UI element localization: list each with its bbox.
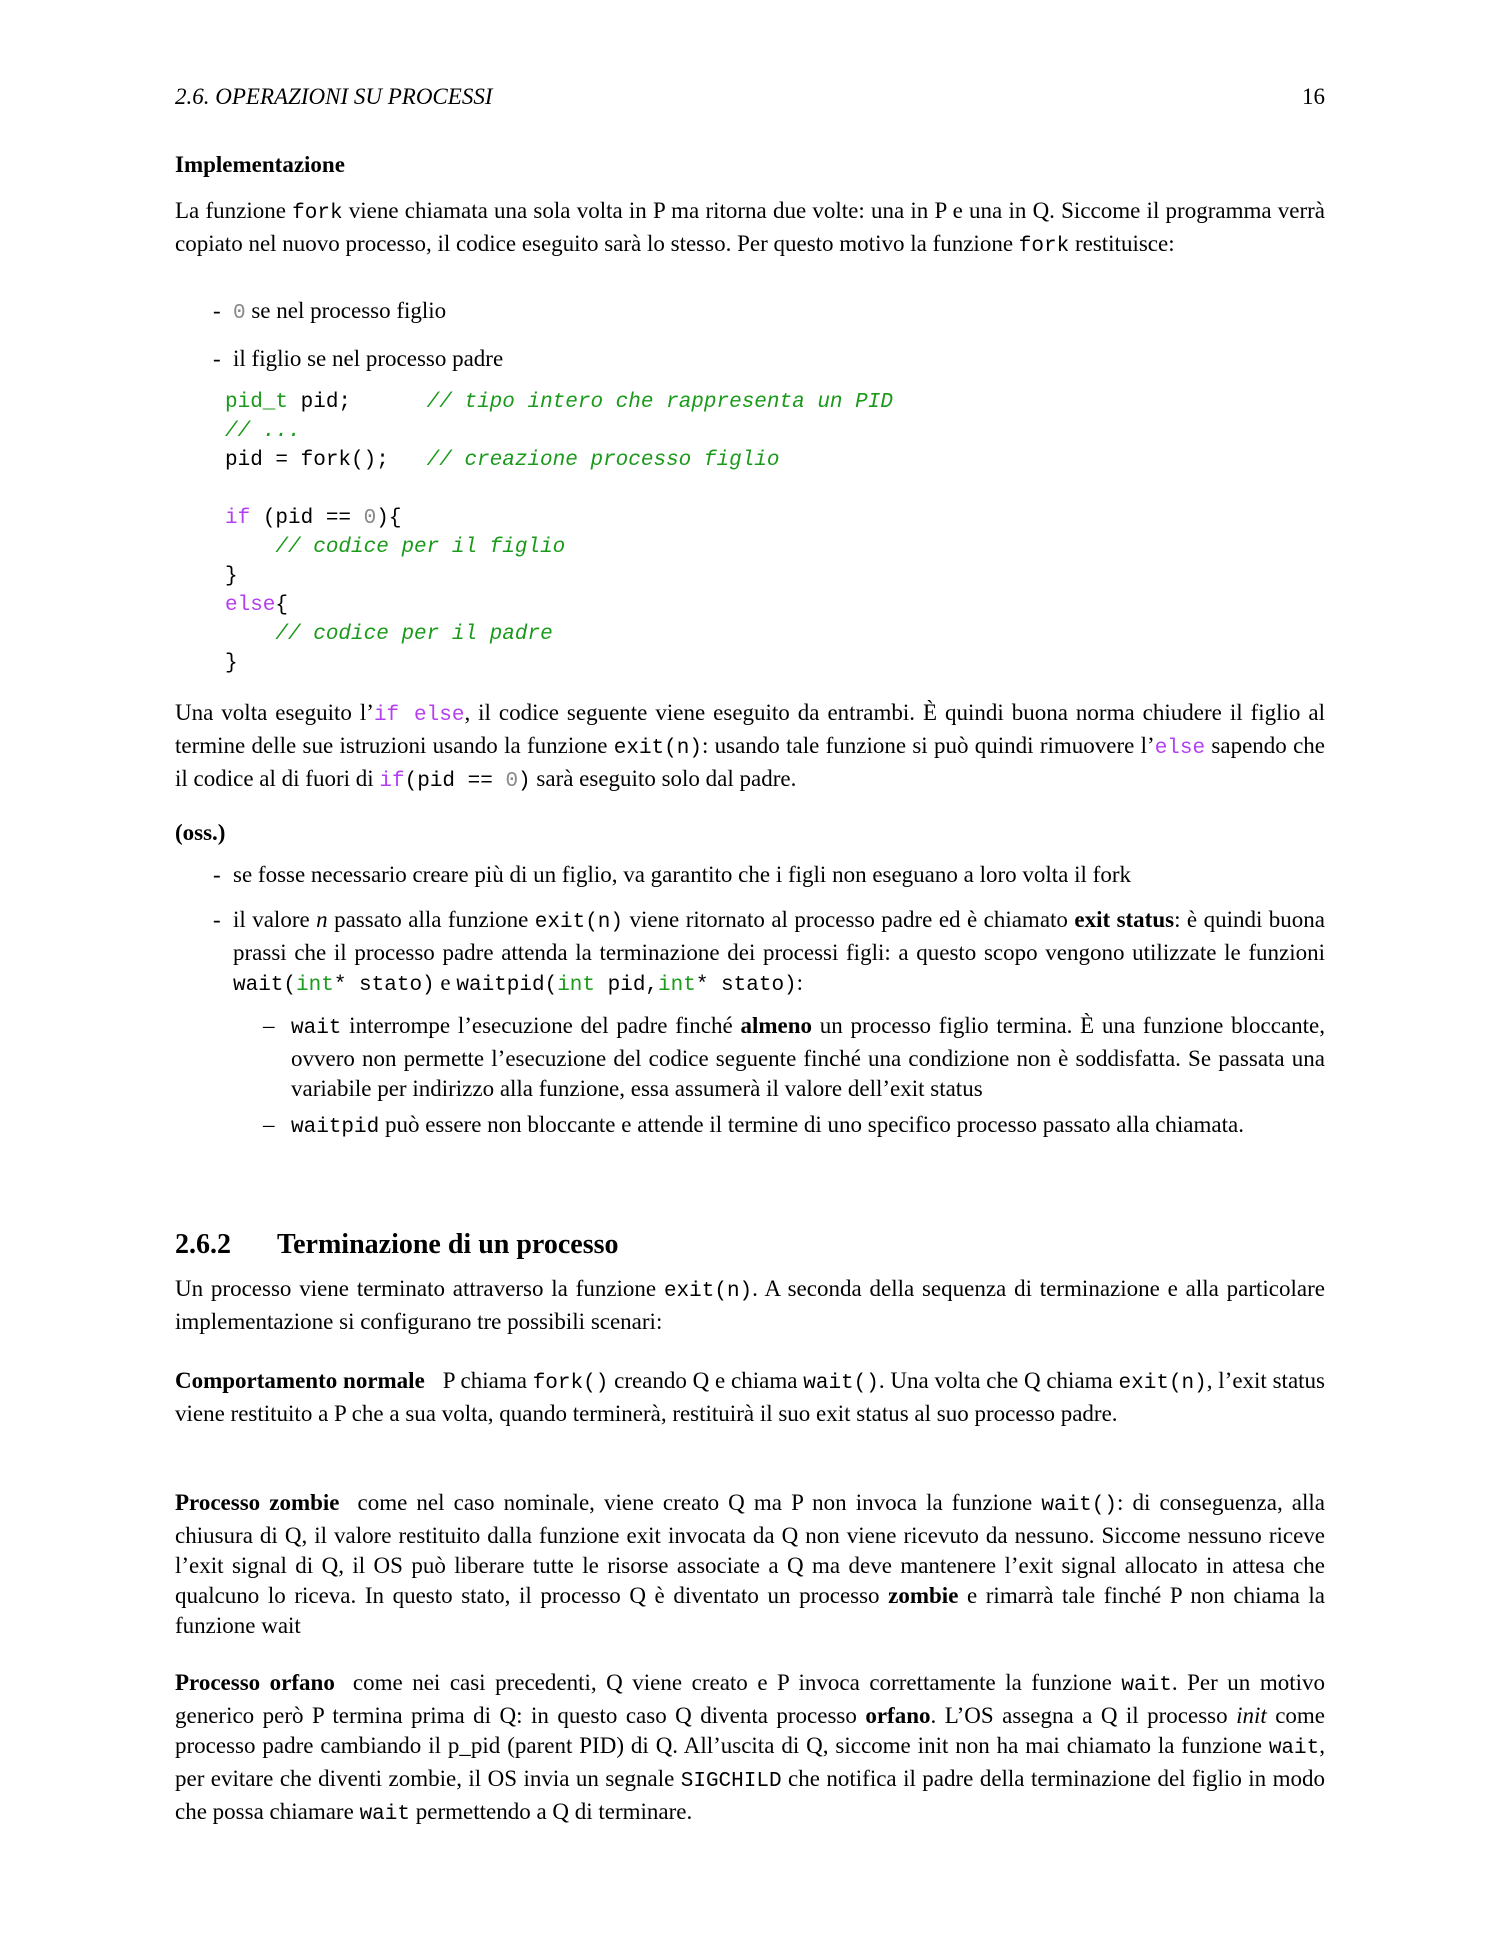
wait-functions-list (263, 1011, 1325, 1143)
list-item: - 0 se nel processo figlio (213, 296, 1325, 329)
header-section-title: 2.6. OPERAZIONI SU PROCESSI (175, 84, 493, 109)
oss-list (213, 860, 1325, 1001)
page-number: 16 (1302, 84, 1325, 109)
code-line: pid = fork(); // creazione processo figlio (225, 449, 780, 472)
code-line: if (pid == 0){ (225, 507, 402, 530)
fork-return-list (213, 296, 1325, 374)
zombie-paragraph: Processo zombie come nel caso nominale, viene creato Q ma P non invoca la funzione wait(): di conseguenza, alla chiusura di Q, il valore restituito dalla funzione exit invocata da Q non viene ricevuto da nessuno. Siccome nessuno riceve l’exit signal di Q, il OS può liberare tutte le risorse associate a Q ma deve mantenere l’exit signal allocato in attesa che qualcuno lo riceva. In questo stato, il processo Q è diventato un processo zombie e rimarrà tale finché P non chiama la funzione wait (175, 1490, 1325, 1638)
oss-heading: (oss.) (175, 820, 226, 845)
running-header (175, 82, 1325, 112)
code-line: // ... (225, 420, 301, 443)
normal-behavior-paragraph: Comportamento normale P chiama fork() creando Q e chiama wait(). Una volta che Q chiama exit(n), l’exit status viene restituito a P che a sua volta, quando terminerà, restituirà il suo exit status al suo processo padre. (175, 1368, 1325, 1426)
after-code-paragraph: Una volta eseguito l’if else, il codice seguente viene eseguito da entrambi. È quindi buona norma chiudere il figlio al termine delle sue istruzioni usando la funzione exit(n): usando tale funzione si può quindi rimuovere l’else sapendo che il codice al di fuori di if(pid == 0) sarà eseguito solo dal padre. (175, 700, 1325, 793)
section-heading (175, 1230, 618, 1260)
code-line: // codice per il padre (275, 623, 553, 646)
paragraph-lead: Processo zombie (175, 1490, 340, 1515)
list-item: - il valore n passato alla funzione exit(n) viene ritornato al processo padre ed è chiamato exit status: è quindi buona prassi che il processo padre attenda la terminazione dei processi figli: a questo scopo vengono utilizzate le funzioni wait(int* stato) e waitpid(int pid,int* stato): (213, 905, 1325, 1001)
section-intro-paragraph: Un processo viene terminato attraverso la funzione exit(n). A seconda della sequenza di terminazione e alla particolare implementazione si configurano tre possibili scenari: (175, 1276, 1325, 1334)
code-block (225, 388, 1125, 678)
inline-code-fork: fork (292, 202, 343, 225)
code-line: pid_t pid; // tipo intero che rappresenta un PID (225, 391, 893, 414)
inline-code-fork: fork (1018, 235, 1070, 258)
list-item: – wait interrompe l’esecuzione del padre finché almeno un processo figlio termina. È una funzione bloccante, ovvero non permette l’esecuzione del codice seguente finché una condizione non è soddisfatta. Se passata una variabile per indirizzo alla funzione, essa assumerà il valore dell’exit status (263, 1011, 1325, 1104)
code-line: // codice per il figlio (275, 536, 566, 559)
paragraph-lead: Comportamento normale (175, 1368, 425, 1393)
code-line: } (225, 652, 238, 675)
section-number: 2.6.2 (175, 1229, 231, 1260)
list-item: - il figlio se nel processo padre (213, 344, 1325, 374)
implementazione-heading: Implementazione (175, 152, 345, 177)
list-item: - se fosse necessario creare più di un figlio, va garantito che i figli non eseguano a loro volta il fork (213, 860, 1325, 890)
code-line: } (225, 565, 238, 588)
section-title: Terminazione di un processo (277, 1229, 619, 1260)
list-item: – waitpid può essere non bloccante e attende il termine di uno specifico processo passato alla chiamata. (263, 1110, 1325, 1143)
code-line: else{ (225, 594, 289, 617)
impl-paragraph: La funzione fork viene chiamata una sola volta in P ma ritorna due volte: una in P e una in Q. Siccome il programma verrà copiato nel nuovo processo, il codice eseguito sarà lo stesso. Per questo motivo la funzione fork restituisce: (175, 198, 1326, 258)
orphan-paragraph: Processo orfano come nei casi precedenti, Q viene creato e P invoca correttamente la funzione wait. Per un motivo generico però P termina prima di Q: in questo caso Q diventa processo orfano. L’OS assegna a Q il processo init come processo padre cambiando il p_pid (parent PID) di Q. All’uscita di Q, siccome init non ha mai chiamato la funzione wait, per evitare che diventi zombie, il OS invia un segnale SIGCHILD che notifica il padre della terminazione del figlio in modo che possa chiamare wait permettendo a Q di terminare. (175, 1670, 1326, 1826)
paragraph-lead: Processo orfano (175, 1670, 335, 1695)
